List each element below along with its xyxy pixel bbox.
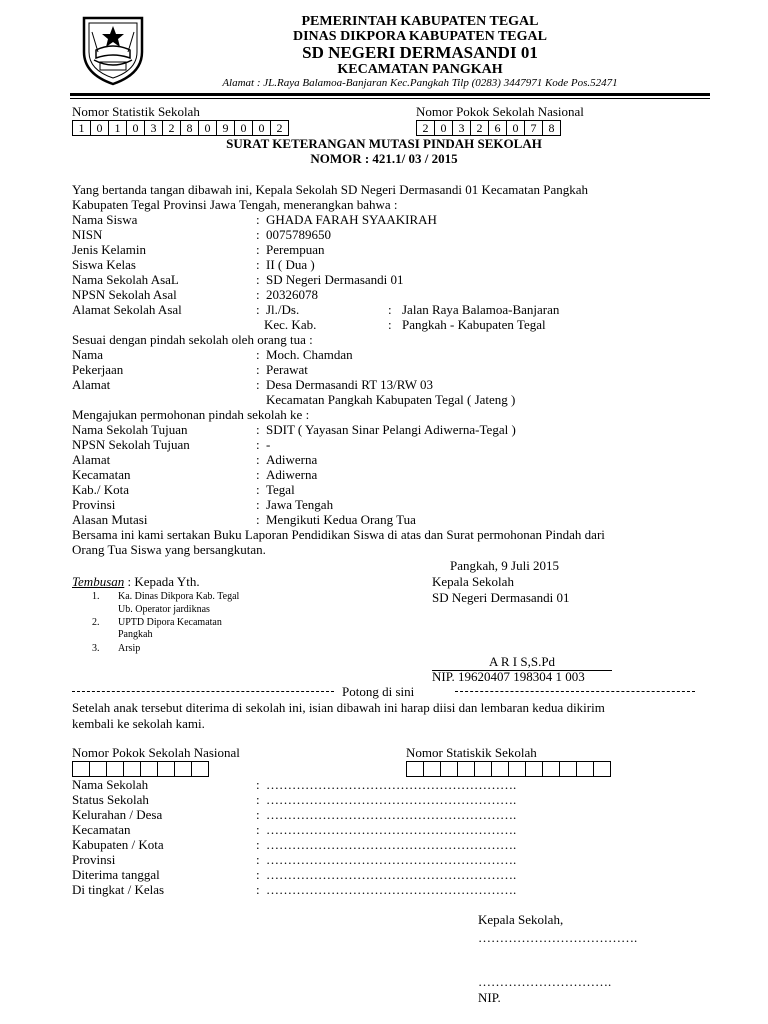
npsn-box[interactable] (72, 761, 89, 777)
colon: : (256, 437, 260, 452)
tembusan-num: 3. (92, 643, 100, 654)
nss-box[interactable] (559, 761, 576, 777)
intro-line-1: Yang bertanda tangan dibawah ini, Kepala Sekolah SD Negeri Dermasandi 01 Kecamatan Pangkah (72, 182, 588, 197)
colon: : (256, 302, 260, 317)
colon: : (256, 837, 260, 852)
reply-line-2: kembali ke sekolah kami. (72, 716, 205, 731)
field-label: Alamat (72, 377, 111, 392)
nss-box[interactable] (508, 761, 525, 777)
nss-box[interactable] (525, 761, 542, 777)
npsn-digit: 2 (470, 120, 488, 136)
field-value: Adiwerna (266, 467, 318, 482)
reply-sign-name-dots[interactable]: …………………………. (478, 974, 612, 989)
nss-digit: 3 (144, 120, 162, 136)
field-label: Alasan Mutasi (72, 512, 148, 527)
colon: : (256, 482, 260, 497)
field-value: GHADA FARAH SYAAKIRAH (266, 212, 437, 227)
tembusan-label: Tembusan (72, 574, 125, 589)
reply-field-label: Diterima tanggal (72, 867, 160, 882)
field-label: NPSN Sekolah Tujuan (72, 437, 190, 452)
colon: : (256, 777, 260, 792)
field-value: II ( Dua ) (266, 257, 315, 272)
field-label: Provinsi (72, 497, 116, 512)
field-value: SDIT ( Yayasan Sinar Pelangi Adiwerna-Tegal ) (266, 422, 516, 437)
tembusan-suffix: : Kepada Yth. (124, 574, 200, 589)
colon: : (256, 272, 260, 287)
field-value: - (266, 437, 271, 452)
tembusan-heading (72, 574, 200, 590)
field-label: NPSN Sekolah Asal (72, 287, 177, 302)
kec-kab-label: Kec. Kab. (264, 317, 317, 332)
field-value: SD Negeri Dermasandi 01 (266, 272, 404, 287)
tembusan-num: 2. (92, 617, 100, 628)
colon: : (256, 377, 260, 392)
intro-line-2: Kabupaten Tegal Provinsi Jawa Tengah, menerangkan bahwa : (72, 197, 398, 212)
reply-field-dots[interactable]: …………………………………………………. (266, 882, 517, 897)
colon: : (388, 317, 392, 332)
nss-boxes (72, 120, 289, 136)
npsn-box[interactable] (157, 761, 174, 777)
nss-box[interactable] (457, 761, 474, 777)
reply-npsn-label: Nomor Pokok Sekolah Nasional (72, 745, 240, 760)
nss-label: Nomor Statistik Sekolah (72, 104, 200, 119)
field-label: Jenis Kelamin (72, 242, 147, 257)
field-value: Desa Dermasandi RT 13/RW 03 (266, 377, 433, 392)
npsn-digit: 0 (506, 120, 524, 136)
field-value: 0075789650 (266, 227, 331, 242)
npsn-label: Nomor Pokok Sekolah Nasional (416, 104, 584, 119)
colon: : (256, 422, 260, 437)
reply-field-label: Nama Sekolah (72, 777, 149, 792)
colon: : (256, 807, 260, 822)
reply-sign-title: Kepala Sekolah, (478, 912, 564, 927)
npsn-digit: 3 (452, 120, 470, 136)
npsn-digit: 6 (488, 120, 506, 136)
npsn-boxes (416, 120, 561, 136)
reply-sign-dots[interactable]: ………………………………. (478, 930, 638, 945)
cut-line-left (72, 691, 334, 692)
reply-nss-label: Nomor Statiskik Sekolah (406, 745, 537, 760)
field-label: Alamat Sekolah Asal (72, 302, 182, 317)
cut-label: Potong di sini (342, 684, 415, 699)
reply-field-label: Di tingkat / Kelas (72, 882, 165, 897)
tembusan-item: UPTD Dipora Kecamatan (118, 617, 222, 628)
field-label: Nama Siswa (72, 212, 138, 227)
kec-kab-value: Pangkah - Kabupaten Tegal (402, 317, 546, 332)
letter-number: NOMOR : 421.1/ 03 / 2015 (310, 151, 458, 166)
kop-line-2: DINAS DIKPORA KABUPATEN TEGAL (293, 29, 547, 44)
colon: : (256, 792, 260, 807)
reply-line-1: Setelah anak tersebut diterima di sekolah ini, isian dibawah ini harap diisi dan lembaran kedua dikirim (72, 700, 605, 715)
field-value: Adiwerna (266, 452, 318, 467)
colon: : (256, 212, 260, 227)
field-label: Nama Sekolah Tujuan (72, 422, 188, 437)
nss-digit: 2 (270, 120, 289, 136)
nss-digit: 8 (180, 120, 198, 136)
colon: : (256, 852, 260, 867)
reply-sign-nip: NIP. (478, 990, 501, 1005)
npsn-box[interactable] (106, 761, 123, 777)
colon: : (256, 452, 260, 467)
colon: : (256, 227, 260, 242)
npsn-box[interactable] (89, 761, 106, 777)
reply-field-dots[interactable]: …………………………………………………. (266, 822, 517, 837)
reply-nss-boxes[interactable] (406, 761, 611, 777)
field-value: Jawa Tengah (266, 497, 334, 512)
reply-field-label: Status Sekolah (72, 792, 149, 807)
field-label: Siswa Kelas (72, 257, 136, 272)
field-label: Alamat (72, 452, 111, 467)
letter-title: SURAT KETERANGAN MUTASI PINDAH SEKOLAH (226, 136, 542, 151)
npsn-box[interactable] (191, 761, 209, 777)
destination-intro: Mengajukan permohonan pindah sekolah ke : (72, 407, 310, 422)
colon: : (256, 467, 260, 482)
reply-field-dots[interactable]: …………………………………………………. (266, 807, 517, 822)
nss-box[interactable] (593, 761, 611, 777)
colon: : (256, 882, 260, 897)
npsn-digit: 0 (434, 120, 452, 136)
reply-field-label: Kelurahan / Desa (72, 807, 163, 822)
npsn-digit: 2 (416, 120, 434, 136)
colon: : (256, 287, 260, 302)
nss-digit: 0 (126, 120, 144, 136)
colon: : (388, 302, 392, 317)
field-label: NISN (72, 227, 103, 242)
reply-field-dots[interactable]: …………………………………………………. (266, 837, 517, 852)
nss-digit: 0 (90, 120, 108, 136)
field-value: Moch. Chamdan (266, 347, 353, 362)
tembusan-item-sub: Pangkah (118, 629, 153, 640)
npsn-digit: 7 (524, 120, 542, 136)
closing-line-2: Orang Tua Siswa yang bersangkutan. (72, 542, 266, 557)
colon: : (256, 347, 260, 362)
nss-box[interactable] (406, 761, 423, 777)
field-label: Kab./ Kota (72, 482, 130, 497)
sign-nip: NIP. 19620407 198304 1 003 (432, 669, 585, 684)
header-rule-thick (70, 93, 710, 96)
colon: : (256, 257, 260, 272)
reply-field-label: Provinsi (72, 852, 116, 867)
nss-digit: 0 (252, 120, 270, 136)
nss-digit: 2 (162, 120, 180, 136)
nss-box[interactable] (423, 761, 440, 777)
nss-box[interactable] (542, 761, 559, 777)
nss-box[interactable] (491, 761, 508, 777)
colon: : (256, 242, 260, 257)
field-value: Mengikuti Kedua Orang Tua (266, 512, 416, 527)
reply-field-dots[interactable]: …………………………………………………. (266, 777, 517, 792)
nss-box[interactable] (440, 761, 457, 777)
sign-place-date: Pangkah, 9 Juli 2015 (450, 558, 560, 573)
regency-emblem-icon (78, 12, 148, 86)
colon: : (256, 512, 260, 527)
colon: : (256, 497, 260, 512)
sign-name: A R I S,S.Pd (432, 654, 612, 671)
npsn-box[interactable] (123, 761, 140, 777)
colon: : (256, 822, 260, 837)
nss-digit: 0 (234, 120, 252, 136)
field-label: Nama (72, 347, 104, 362)
field-value-continued: Kecamatan Pangkah Kabupaten Tegal ( Jateng ) (266, 392, 516, 407)
npsn-box[interactable] (174, 761, 191, 777)
field-value: Tegal (266, 482, 295, 497)
kop-line-1: PEMERINTAH KABUPATEN TEGAL (301, 14, 539, 29)
field-value: Jl./Ds. (266, 302, 300, 317)
reply-npsn-boxes[interactable] (72, 761, 209, 777)
reply-field-dots[interactable]: …………………………………………………. (266, 867, 517, 882)
parent-intro: Sesuai dengan pindah sekolah oleh orang tua : (72, 332, 313, 347)
street-value: Jalan Raya Balamoa-Banjaran (402, 302, 560, 317)
nss-digit: 9 (216, 120, 234, 136)
kop-line-4: KECAMATAN PANGKAH (337, 62, 503, 77)
nss-digit: 0 (198, 120, 216, 136)
field-value: Perawat (266, 362, 308, 377)
field-value: 20326078 (266, 287, 318, 302)
nss-box[interactable] (576, 761, 593, 777)
field-label: Pekerjaan (72, 362, 124, 377)
closing-line-1: Bersama ini kami sertakan Buku Laporan Pendidikan Siswa di atas dan Surat permohonan Pindah dari (72, 527, 605, 542)
header-rule-thin (70, 98, 710, 99)
sign-school: SD Negeri Dermasandi 01 (432, 590, 570, 605)
colon: : (256, 867, 260, 882)
reply-field-dots[interactable]: …………………………………………………. (266, 852, 517, 867)
reply-field-dots[interactable]: …………………………………………………. (266, 792, 517, 807)
reply-field-label: Kecamatan (72, 822, 131, 837)
nss-box[interactable] (474, 761, 491, 777)
npsn-digit: 8 (542, 120, 561, 136)
nss-digit: 1 (72, 120, 90, 136)
tembusan-item: Arsip (118, 643, 141, 654)
tembusan-item: Ka. Dinas Dikpora Kab. Tegal (118, 591, 240, 602)
cut-line-right (455, 691, 695, 692)
kop-school-name: SD NEGERI DERMASANDI 01 (302, 43, 538, 62)
tembusan-item-sub: Ub. Operator jardiknas (118, 604, 210, 615)
field-value: Perempuan (266, 242, 325, 257)
reply-field-label: Kabupaten / Kota (72, 837, 164, 852)
nss-digit: 1 (108, 120, 126, 136)
sign-position: Kepala Sekolah (432, 574, 514, 589)
tembusan-num: 1. (92, 591, 100, 602)
npsn-box[interactable] (140, 761, 157, 777)
colon: : (256, 362, 260, 377)
field-label: Kecamatan (72, 467, 131, 482)
kop-address: Alamat : JL.Raya Balamoa-Banjaran Kec.Pangkah Tilp (0283) 3447971 Kode Pos.52471 (222, 77, 618, 89)
field-label: Nama Sekolah AsaL (72, 272, 179, 287)
